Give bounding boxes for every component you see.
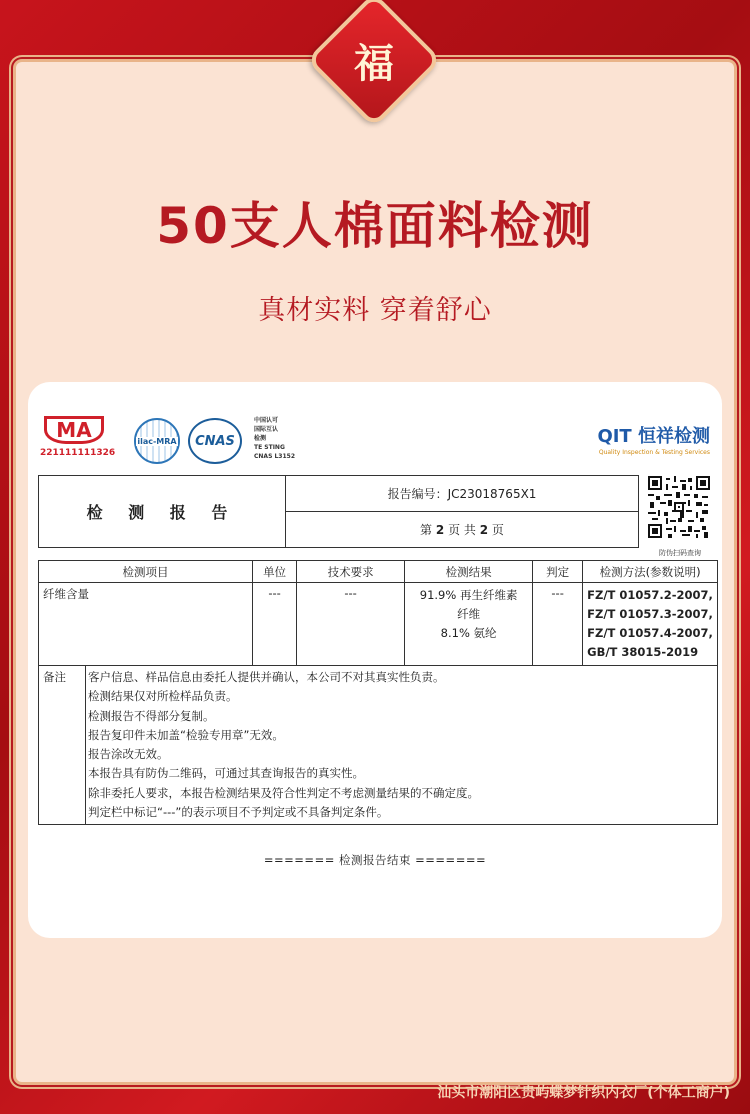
table-header-row: [39, 561, 718, 583]
method-line: FZ/T 01057.2-2007,: [587, 588, 713, 602]
page-total: 2: [479, 522, 489, 537]
column-header: 检测结果: [405, 561, 533, 583]
notes-table: [38, 665, 718, 825]
qit-tagline: Quality Inspection & Testing Services: [598, 449, 710, 456]
cnas-info-line: 中国认可: [254, 417, 279, 424]
fu-badge-char: 福: [354, 39, 394, 87]
note-line: 除非委托人要求，本报告检测结果及符合性判定不考虑测量结果的不确定度。: [88, 785, 479, 800]
note-line: 检测报告不得部分复制。: [88, 708, 215, 723]
result-line: 纤维: [457, 607, 481, 621]
cell-result: [405, 583, 533, 666]
ilac-mra-text: ilac-MRA: [137, 436, 177, 446]
column-header: 检测项目: [39, 561, 253, 583]
cnas-info-line: 检测: [254, 435, 267, 442]
column-header: 技术要求: [297, 561, 405, 583]
notes-label: 备注: [39, 666, 86, 825]
page-subtitle: 真材实料 穿着舒心: [258, 295, 492, 326]
method-line: FZ/T 01057.3-2007,: [587, 607, 713, 621]
note-line: 判定栏中标记“---”的表示项目不予判定或不具备判定条件。: [88, 805, 389, 820]
cell-requirement: ---: [297, 583, 405, 666]
page-info-prefix: 第: [420, 523, 433, 537]
report-number-value: JC23018765X1: [447, 486, 537, 501]
column-header: 单位: [253, 561, 297, 583]
note-line: 报告涂改无效。: [88, 747, 169, 762]
qit-name: 恒祥检测: [638, 426, 710, 447]
qr-caption: 防伪扫码查询: [659, 549, 701, 557]
ilac-mra-logo: [134, 418, 180, 464]
note-line: 本报告具有防伪二维码，可通过其查询报告的真实性。: [88, 766, 364, 781]
method-line: FZ/T 01057.4-2007,: [587, 626, 713, 640]
page-info-suffix: 页: [491, 523, 504, 537]
report-number: [286, 476, 638, 511]
cell-method: [583, 583, 718, 666]
cnas-text: CNAS: [195, 433, 235, 449]
cnas-info-line: CNAS L3152: [254, 453, 296, 460]
note-line: 报告复印件未加盖“检验专用章”无效。: [88, 727, 284, 742]
page-title: 50支人棉面料检测: [156, 197, 594, 255]
cnas-info: [254, 416, 334, 461]
notes-body: [86, 666, 718, 825]
cma-mark: MA: [44, 416, 104, 444]
report-number-label: 报告编号：: [387, 487, 448, 501]
column-header: 检测方法(参数说明): [583, 561, 718, 583]
cnas-info-line: TE STING: [254, 444, 285, 451]
cma-number: 221111111326: [40, 448, 116, 458]
page-current: 2: [435, 522, 445, 537]
column-header: 判定: [533, 561, 583, 583]
report-title: 检 测 报 告: [39, 476, 286, 547]
test-report-card: [28, 382, 722, 938]
report-end-marker: ======= 检测报告结束 =======: [263, 853, 487, 867]
result-line: 8.1% 氨纶: [440, 626, 497, 640]
cell-judgement: ---: [533, 583, 583, 666]
report-header: [38, 475, 639, 548]
result-line: 91.9% 再生纤维素: [419, 588, 518, 602]
company-footer: 汕头市潮阳区贵屿蝶梦针织内衣厂(个体工商户): [437, 1085, 730, 1101]
note-line: 客户信息、样品信息由委托人提供并确认，本公司不对其真实性负责。: [88, 670, 445, 684]
cnas-info-line: 国际互认: [254, 426, 279, 433]
table-row: [39, 583, 718, 666]
note-line: 检测结果仅对所检样品负责。: [88, 689, 238, 704]
qit-logo: [597, 422, 710, 456]
qit-mark: QIT: [597, 426, 632, 447]
cnas-logo: [188, 418, 242, 464]
cma-logo: [40, 416, 116, 464]
method-line: GB/T 38015-2019: [587, 645, 699, 659]
qr-code[interactable]: [648, 476, 710, 538]
page-info: [286, 511, 638, 547]
page-info-mid: 页 共: [448, 523, 476, 537]
cell-item: 纤维含量: [39, 583, 253, 666]
cell-unit: ---: [253, 583, 297, 666]
results-table: [38, 560, 718, 666]
